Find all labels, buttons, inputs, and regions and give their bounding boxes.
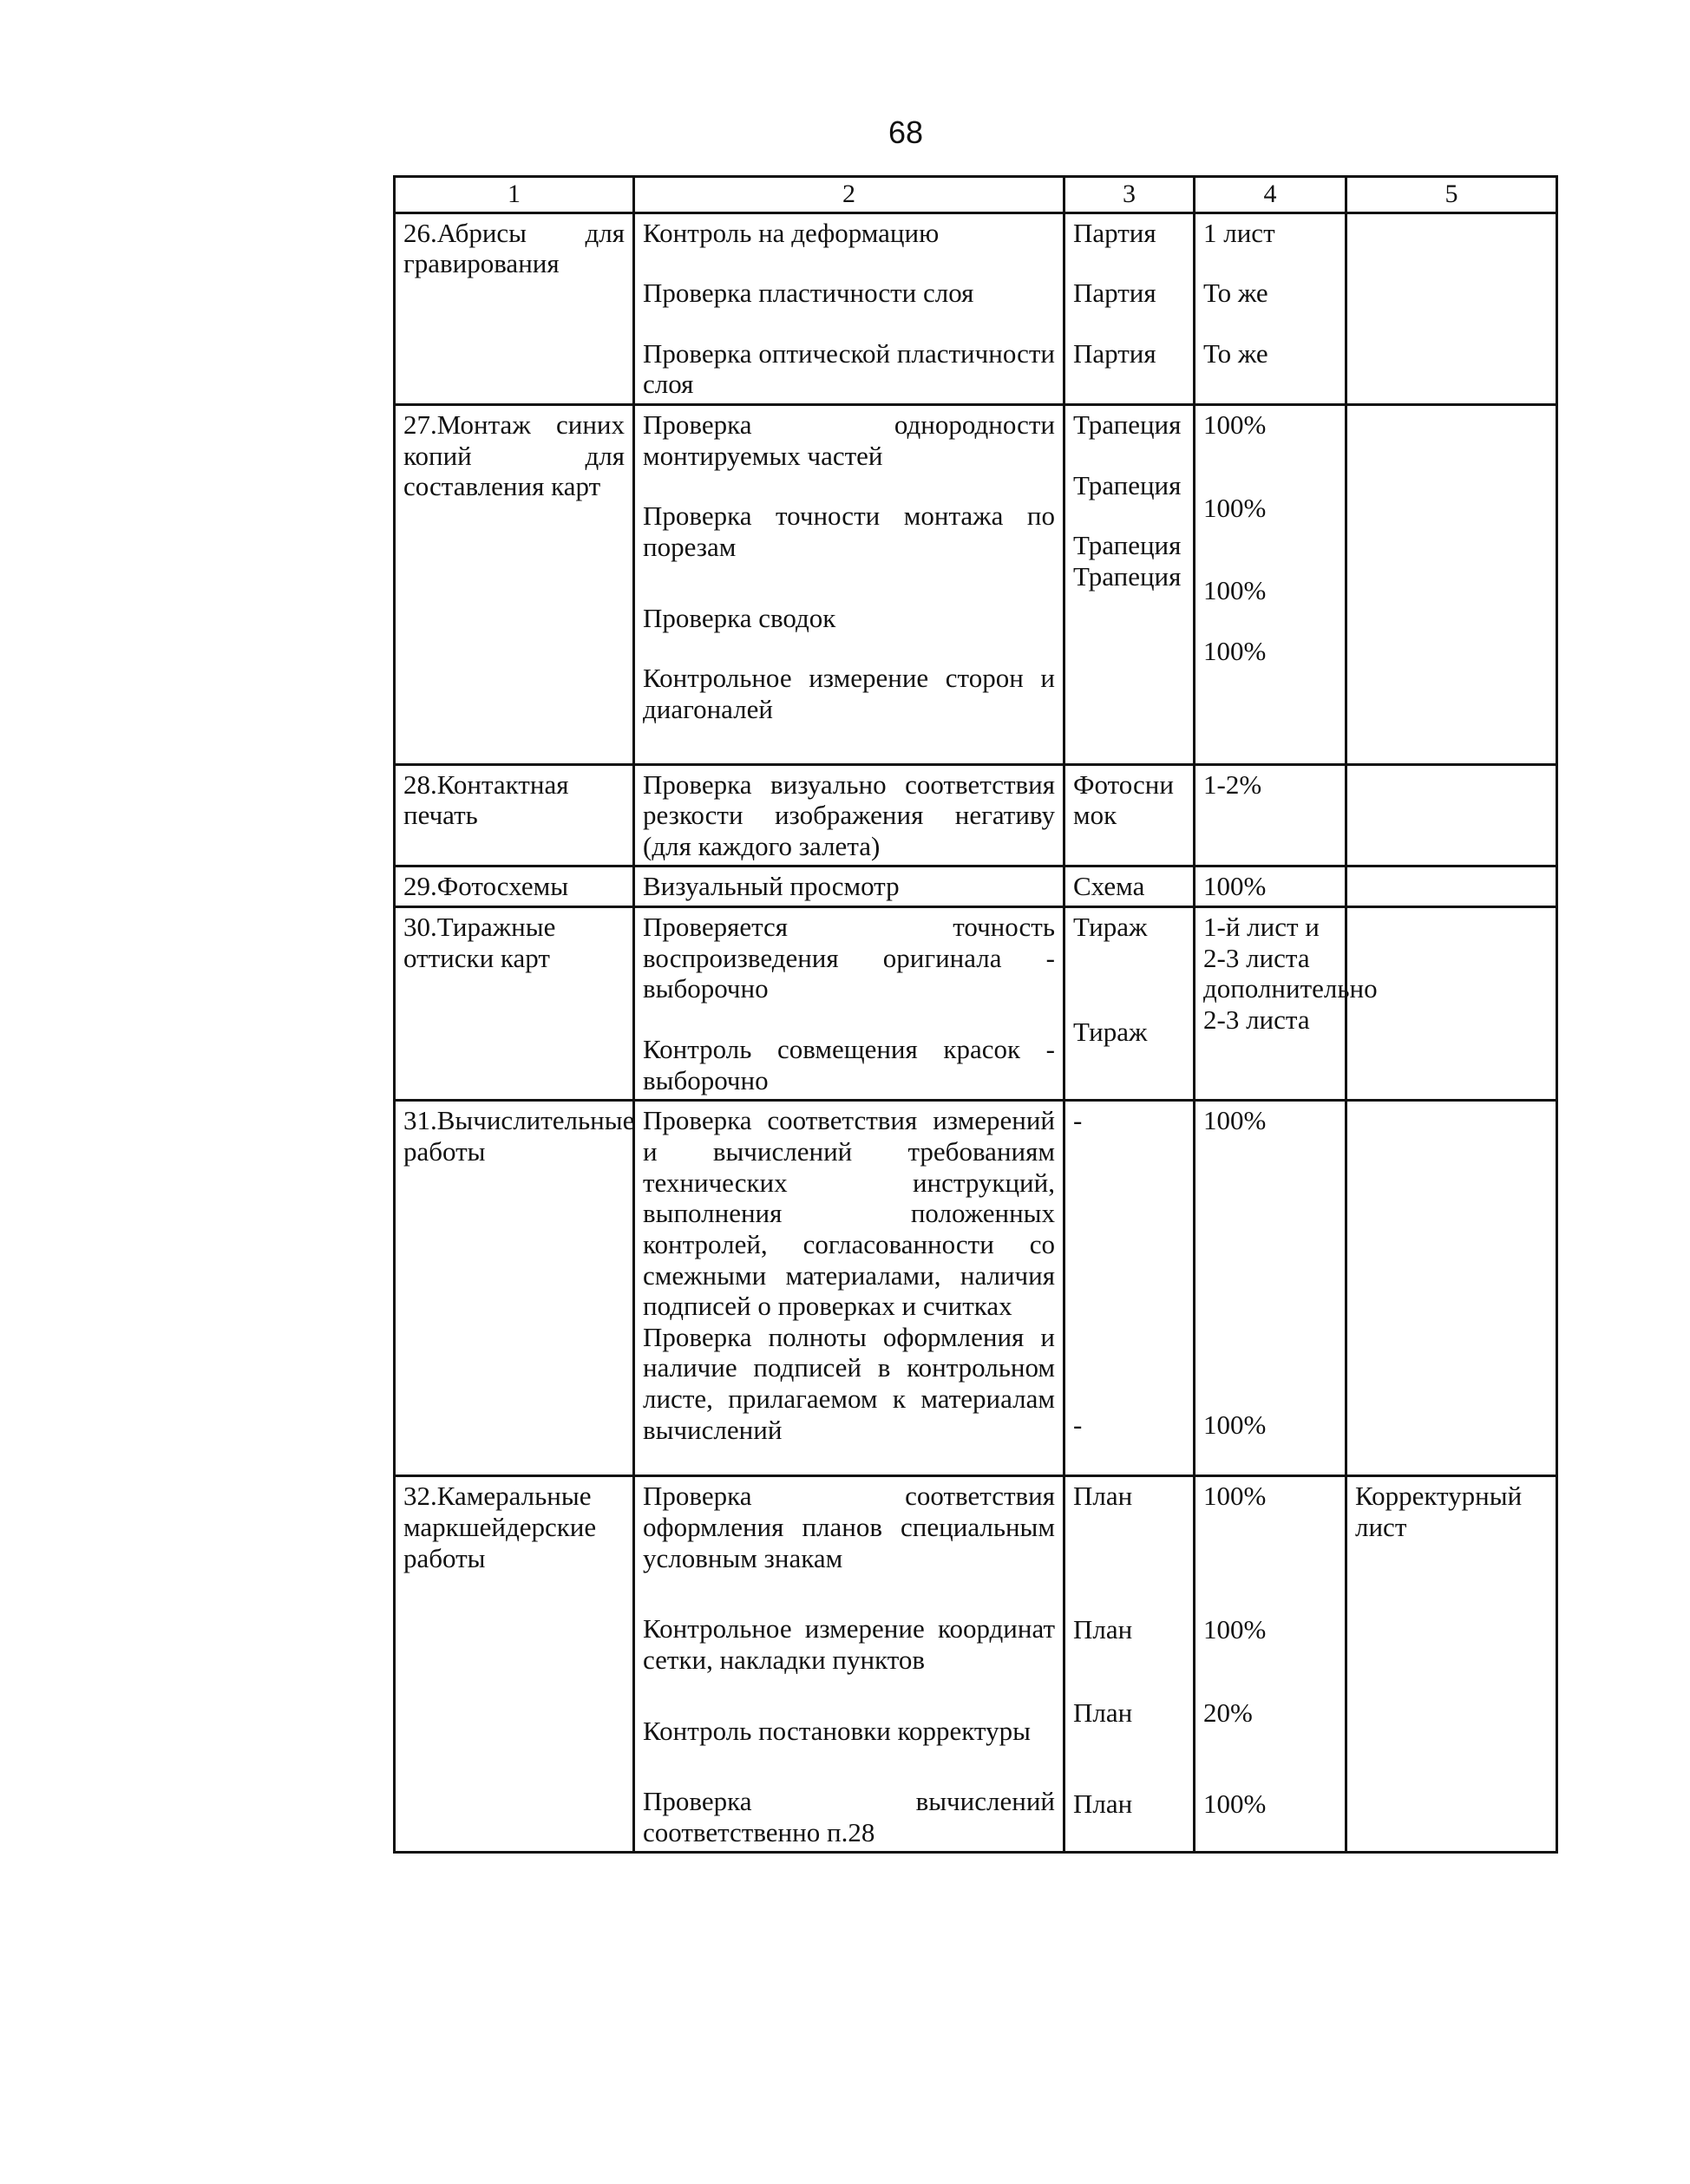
note-cell [1346,213,1557,405]
check-text: Проверка сводок [643,602,836,633]
work-name-cell: 32.Камеральные маркшейдерские работы [395,1476,634,1853]
checks-cell [634,866,1064,907]
check-text: Проверка визуально соответствия резкости изображения негативу (для каждого залета) [643,768,1055,861]
check-text: Проверка оптической пластичности слоя [643,337,1055,400]
volume-text: 100% [1203,1409,1267,1440]
header-col-4: 4 [1195,177,1346,213]
work-name-cell: 29.Фотосхемы [395,866,634,907]
unit-cell [1064,907,1195,1101]
unit-text: - [1073,1105,1083,1136]
unit-text: Партия [1073,278,1156,309]
note-cell [1346,405,1557,764]
check-text: Проверка пластичности слоя [643,278,974,309]
check-text: Проверка однородности монтируемых частей [643,409,1055,471]
control-table [393,175,1558,1854]
note-cell [1346,866,1557,907]
volume-text: 1-2% [1203,768,1262,800]
unit-text: Тираж [1073,1016,1148,1047]
table-row [395,1101,1557,1476]
volume-text: 1-й лист и 2-3 листа дополнительно [1203,912,1378,1004]
volume-text: 100% [1203,575,1267,606]
volume-cell [1195,764,1346,866]
volume-cell [1195,907,1378,1101]
volume-cell [1195,1101,1346,1476]
table-row [395,405,1557,764]
unit-cell [1064,405,1195,764]
work-name-cell: 26.Абрисы для гравирования [395,213,634,405]
header-col-3: 3 [1064,177,1195,213]
volume-text: 100% [1203,492,1267,523]
unit-text: План [1073,1614,1133,1645]
check-text: Проверка соответствия измерений и вычислений требованиям технических инструкций, выполнения положенных контролей, согласованности со смежными материалами, наличия подписей о проверках и считках [643,1105,1055,1322]
unit-text: Трапеция [1073,530,1182,561]
unit-text: Трапеция [1073,560,1182,592]
check-text: Проверка полноты оформления и наличие подписей в контрольном листе, прилагаемом к материалам вычислений [643,1321,1055,1445]
check-text: Контрольное измерение координат сетки, накладки пунктов [643,1613,1055,1675]
check-text: Проверка соответствия оформления планов специальным условным знакам [643,1481,1055,1573]
header-col-1: 1 [395,177,634,213]
checks-cell [634,1476,1064,1853]
work-name-cell: 28.Контактная печать [395,764,634,866]
unit-cell [1064,1101,1195,1476]
page-number: 68 [888,114,924,150]
checks-cell [634,907,1064,1101]
unit-text: Фотоснимок [1073,768,1174,831]
table-row [395,764,1557,866]
check-text: Контрольное измерение сторон и диагоналей [643,663,1055,724]
note-cell [1346,907,1557,1101]
table-row [395,907,1557,1101]
unit-text: Партия [1073,217,1156,248]
check-text: Контроль совмещения красок - выборочно [643,1034,1055,1095]
unit-text: Партия [1073,337,1156,369]
volume-text: 1 лист [1203,217,1275,248]
unit-text: План [1073,1481,1133,1512]
volume-text: 2-3 листа [1203,1004,1310,1036]
volume-text: 100% [1203,1481,1267,1512]
unit-cell [1064,866,1195,907]
header-row [395,177,1557,213]
unit-text: Трапеция [1073,409,1182,441]
table-row [395,866,1557,907]
table-row [395,213,1557,405]
unit-text: - [1073,1409,1083,1440]
check-text: Проверка вычислений соответственно п.28 [643,1786,1055,1847]
volume-cell [1195,213,1346,405]
check-text: Визуальный просмотр [643,871,900,902]
note-cell: Корректурный лист [1346,1476,1557,1853]
volume-cell [1195,405,1346,764]
checks-cell [634,764,1064,866]
volume-text: 100% [1203,1105,1267,1136]
table-row [395,1476,1557,1853]
unit-text: Трапеция [1073,469,1182,500]
volume-text: 100% [1203,635,1267,666]
unit-text: Тираж [1073,912,1148,943]
work-name-cell: 31.Вычислительные работы [395,1101,634,1476]
unit-text: План [1073,1788,1133,1820]
unit-text: Схема [1073,871,1145,902]
check-text: Контроль на деформацию [643,217,940,248]
checks-cell [634,405,1064,764]
checks-cell [634,213,1064,405]
volume-text: 100% [1203,1788,1267,1820]
volume-cell [1195,1476,1346,1853]
unit-cell [1064,1476,1195,1853]
unit-text: План [1073,1697,1133,1728]
volume-text: 20% [1203,1697,1253,1728]
unit-cell [1064,213,1195,405]
work-name-cell: 30.Тиражные оттиски карт [395,907,634,1101]
check-text: Проверяется точность воспроизведения оригинала - выборочно [643,912,1055,1004]
work-name-cell: 27.Монтаж синих копий для составления карт [395,405,634,764]
header-col-2: 2 [634,177,1064,213]
volume-text: То же [1203,278,1268,309]
checks-cell [634,1101,1064,1476]
volume-text: 100% [1203,409,1267,441]
unit-cell [1064,764,1195,866]
check-text: Контроль постановки корректуры [643,1715,1031,1746]
note-cell [1346,764,1557,866]
volume-text: 100% [1203,871,1267,902]
volume-cell [1195,866,1346,907]
header-col-5: 5 [1346,177,1557,213]
volume-text: 100% [1203,1614,1267,1645]
note-cell [1346,1101,1557,1476]
check-text: Проверка точности монтажа по порезам [643,500,1055,562]
volume-text: То же [1203,337,1268,369]
